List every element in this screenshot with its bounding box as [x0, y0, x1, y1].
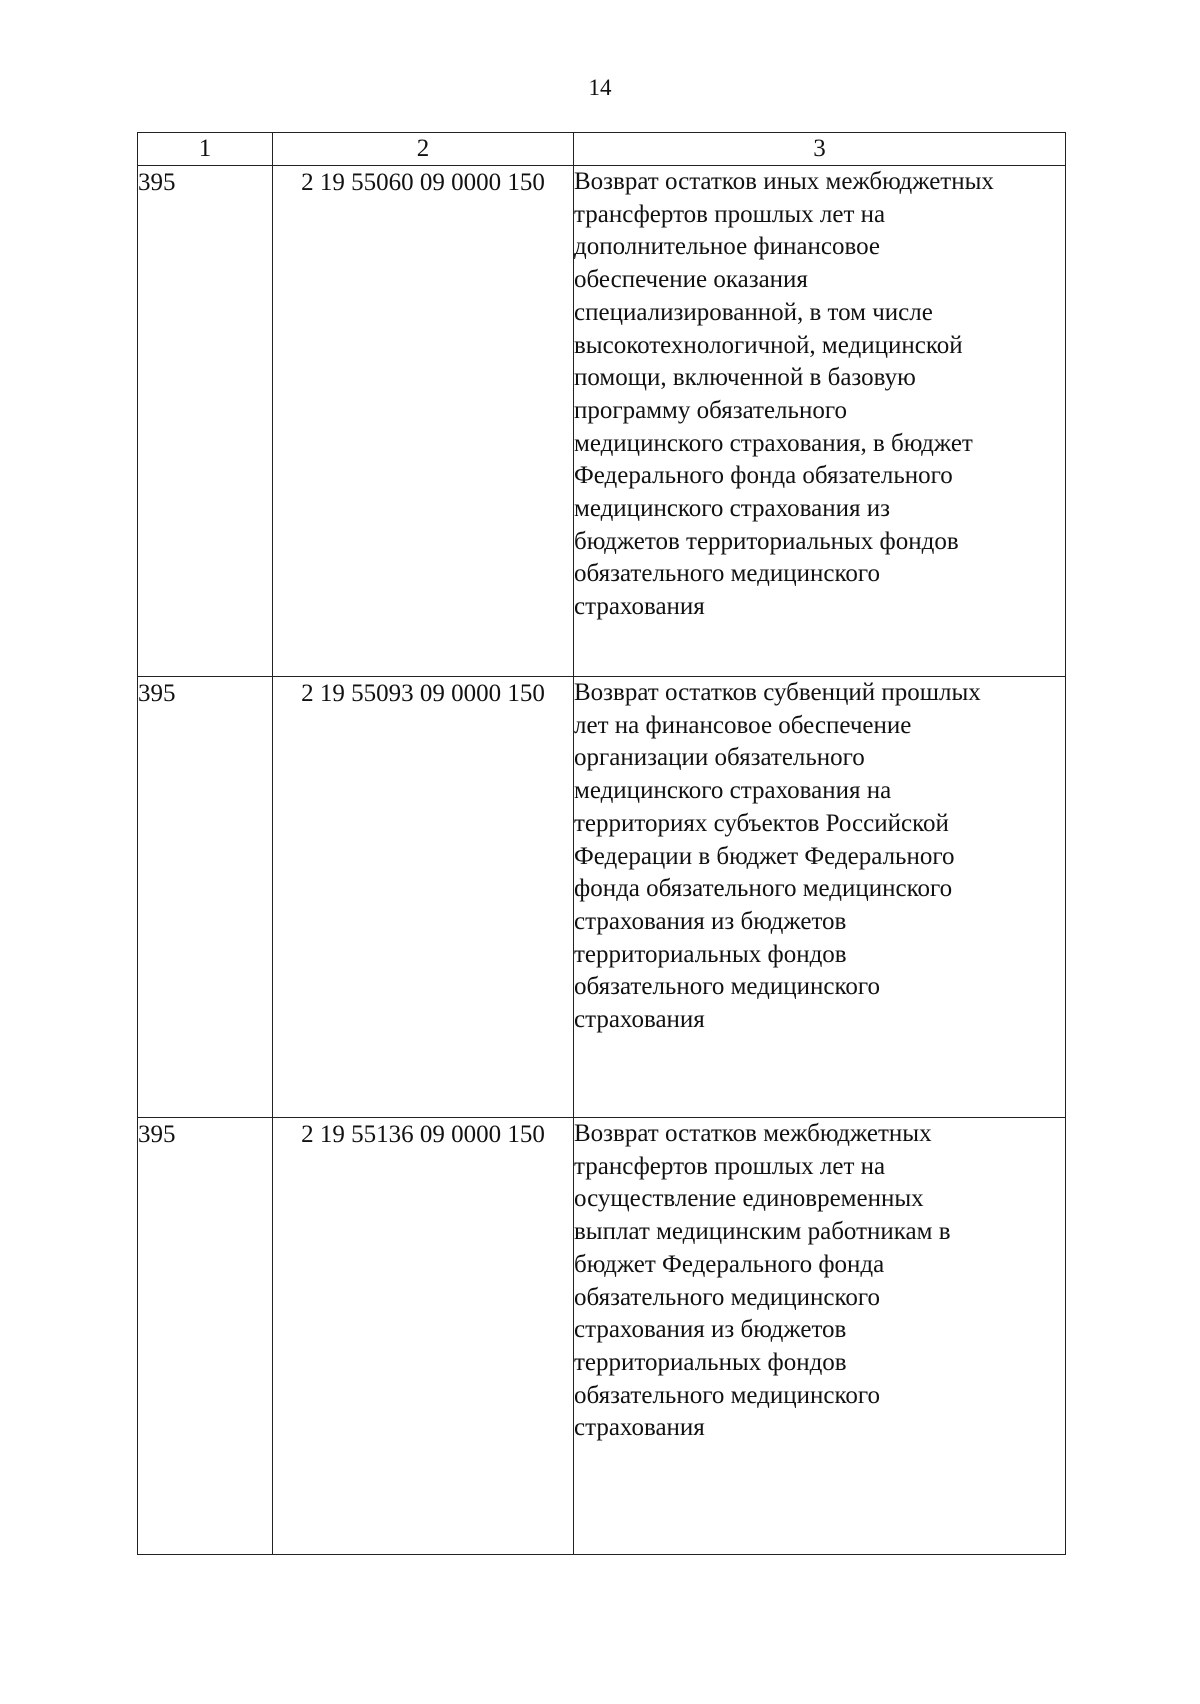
- table-header-row: [138, 133, 1066, 166]
- kbk-code-cell: 2 19 55093 09 0000 150: [273, 677, 574, 1118]
- table-row: [138, 1118, 1066, 1555]
- description-line: бюджетов территориальных фондов: [574, 527, 959, 555]
- description-line: программу обязательного: [574, 396, 847, 424]
- description-line: территориальных фондов: [574, 940, 847, 968]
- description-line: лет на финансовое обеспечение: [574, 711, 912, 739]
- description-line: обязательного медицинского: [574, 1283, 881, 1311]
- column-header-3: 3: [574, 133, 1066, 166]
- description-line: Федерации в бюджет Федерального: [574, 842, 955, 870]
- description-line: специализированной, в том числе: [574, 298, 933, 326]
- description-line: страхования: [574, 1006, 705, 1034]
- kbk-code-cell: 2 19 55136 09 0000 150: [273, 1118, 574, 1555]
- description-line: страхования: [574, 1414, 705, 1442]
- description-line: осуществление единовременных: [574, 1185, 924, 1213]
- description-line: Возврат остатков иных межбюджетных: [574, 168, 994, 195]
- description-line: обязательного медицинского: [574, 973, 881, 1001]
- description-line: трансфертов прошлых лет на: [574, 1152, 886, 1180]
- table-row: [138, 677, 1066, 1118]
- column-header-1: 1: [138, 133, 273, 166]
- kbk-code-cell: 2 19 55060 09 0000 150: [273, 166, 574, 677]
- description-cell: [574, 1118, 1066, 1555]
- table-row: [138, 166, 1066, 677]
- description-line: высокотехнологичной, медицинской: [574, 331, 963, 359]
- description-line: обязательного медицинского: [574, 560, 881, 588]
- description-line: помощи, включенной в базовую: [574, 364, 916, 392]
- description-line: дополнительное финансовое: [574, 233, 880, 261]
- description-cell: [574, 677, 1066, 1118]
- description-line: страхования из бюджетов: [574, 907, 847, 935]
- admin-code-cell: 395: [138, 1118, 273, 1555]
- description-line: Возврат остатков межбюджетных: [574, 1120, 932, 1147]
- description-line: медицинского страхования на: [574, 777, 892, 805]
- description-line: медицинского страхования, в бюджет: [574, 429, 973, 457]
- page-number: 14: [588, 75, 612, 100]
- admin-code-cell: 395: [138, 166, 273, 677]
- description-line: территориях субъектов Российской: [574, 809, 949, 837]
- budget-codes-table: [137, 132, 1066, 1555]
- column-header-2: 2: [273, 133, 574, 166]
- description-line: фонда обязательного медицинского: [574, 875, 953, 903]
- description-line: бюджет Федерального фонда: [574, 1250, 885, 1278]
- description-line: Федерального фонда обязательного: [574, 462, 953, 490]
- admin-code-cell: 395: [138, 677, 273, 1118]
- description-line: выплат медицинским работникам в: [574, 1218, 951, 1246]
- description-cell: [574, 166, 1066, 677]
- description-line: обязательного медицинского: [574, 1381, 881, 1409]
- description-line: трансфертов прошлых лет на: [574, 200, 886, 228]
- description-line: страхования: [574, 593, 705, 621]
- description-line: обеспечение оказания: [574, 266, 808, 294]
- description-line: страхования из бюджетов: [574, 1316, 847, 1344]
- description-line: Возврат остатков субвенций прошлых: [574, 679, 981, 706]
- description-line: медицинского страхования из: [574, 495, 890, 523]
- description-line: организации обязательного: [574, 744, 865, 772]
- description-line: территориальных фондов: [574, 1348, 847, 1376]
